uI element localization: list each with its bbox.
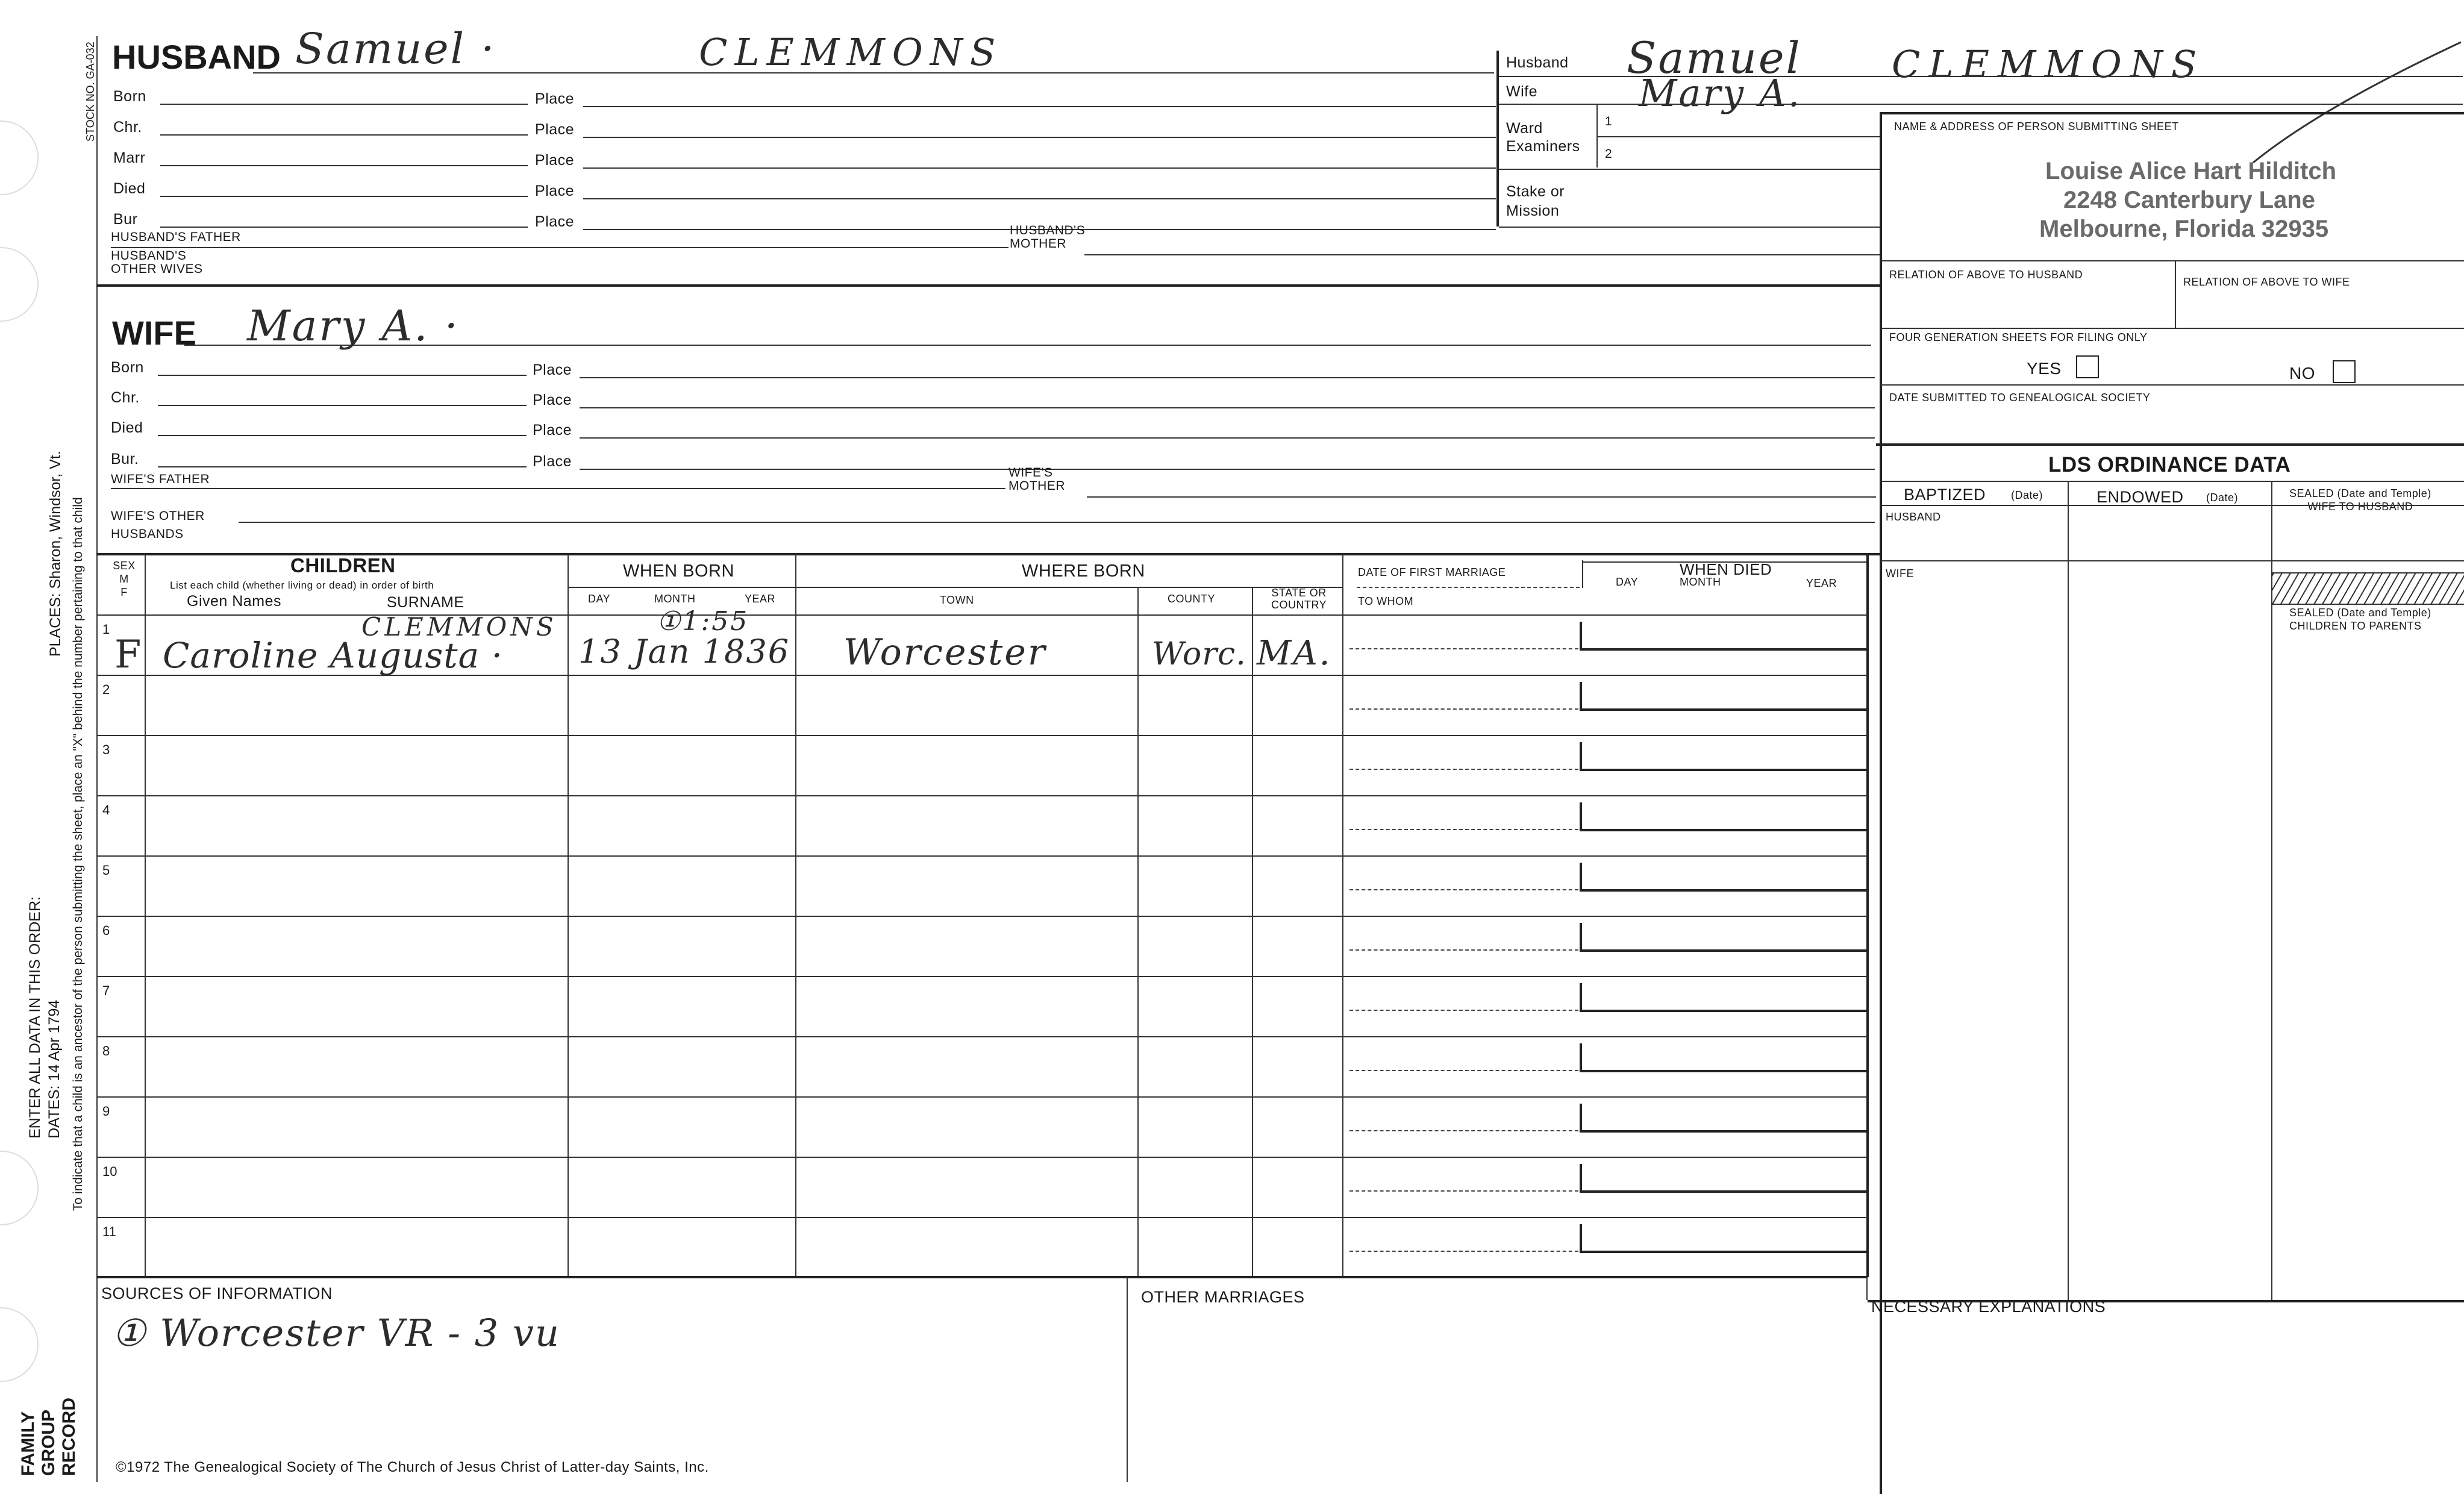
field-line xyxy=(580,469,1875,470)
place-label: Place xyxy=(535,90,575,107)
examiners-line: Examiners xyxy=(1506,138,1580,155)
wife-born-label: Born xyxy=(111,359,144,376)
place-label: Place xyxy=(533,392,572,408)
field-line xyxy=(1084,254,1880,255)
child-row-line xyxy=(96,976,1868,977)
marriage-date-dash xyxy=(1349,889,1578,890)
death-date-field[interactable] xyxy=(1580,802,1869,831)
dates-note: DATES: 14 Apr 1794 xyxy=(46,999,63,1139)
child-row-line xyxy=(96,916,1868,917)
wife-other-husbands-label xyxy=(111,507,205,543)
stake-mission-label xyxy=(1506,182,1565,220)
field-line xyxy=(580,377,1875,378)
enter-all-data: ENTER ALL DATA IN THIS ORDER: xyxy=(27,896,43,1139)
state-line-1: STATE OR xyxy=(1271,587,1327,599)
day-header: DAY xyxy=(588,593,611,605)
other-husbands-line-1: WIFE'S OTHER xyxy=(111,509,205,523)
marriage-date-dash xyxy=(1349,1010,1578,1011)
child-row-number: 1 xyxy=(102,622,110,637)
husband-mother-line-1: HUSBAND'S xyxy=(1010,223,1086,237)
yes-label: YES xyxy=(2027,359,2062,378)
husband-bur-label: Bur xyxy=(113,211,138,228)
field-line xyxy=(239,522,1875,523)
field-line xyxy=(158,405,527,406)
family-group-record-title xyxy=(18,1398,80,1476)
when-born-header: WHEN BORN xyxy=(623,561,734,581)
child-row-number: 7 xyxy=(102,983,110,998)
husband-other-wives-label xyxy=(111,249,203,276)
punch-hole xyxy=(0,1307,39,1382)
title-line-3: RECORD xyxy=(59,1397,79,1476)
header-wife-value: Mary A. xyxy=(1639,71,1802,115)
death-date-field[interactable] xyxy=(1580,1043,1869,1072)
m-line: M xyxy=(119,573,129,585)
place-label: Place xyxy=(533,422,572,439)
lds-wife-label: WIFE xyxy=(1886,567,1914,580)
header-divider xyxy=(796,587,1342,588)
wife-given-name: Mary A. · xyxy=(247,301,460,351)
sealed-wife-line-2: WIFE TO HUSBAND xyxy=(2307,501,2413,513)
place-label: Place xyxy=(535,121,575,138)
field-line xyxy=(111,247,1008,248)
slash-mark xyxy=(2247,36,2464,169)
field-line xyxy=(1881,384,2464,386)
child-row-line xyxy=(96,1217,1868,1218)
header-husband-surname: CLEMMONS xyxy=(1892,42,2206,86)
wife-mother-line-2: MOTHER xyxy=(1008,479,1065,493)
wife-mother-label xyxy=(1008,466,1065,493)
examiner-1: 1 xyxy=(1605,114,1613,128)
marriage-dash xyxy=(1357,587,1580,588)
child-row-line xyxy=(96,795,1868,796)
stock-number: STOCK NO. GA-032 xyxy=(84,42,96,142)
death-date-field[interactable] xyxy=(1580,923,1869,952)
marriage-date-dash xyxy=(1349,949,1578,951)
wife-mother-line-1: WIFE'S xyxy=(1008,466,1053,480)
died-day-header: DAY xyxy=(1616,576,1639,588)
punch-hole xyxy=(0,1151,39,1225)
field-line xyxy=(1087,496,1876,498)
lds-date-b: (Date) xyxy=(2206,492,2239,504)
child-1-surname: CLEMMONS xyxy=(361,612,557,642)
husband-surname: CLEMMONS xyxy=(699,30,1003,74)
date-submitted-label: DATE SUBMITTED TO GENEALOGICAL SOCIETY xyxy=(1889,392,2151,404)
child-row-number: 2 xyxy=(102,682,110,697)
lds-baptized: BAPTIZED xyxy=(1904,486,1986,504)
yes-checkbox[interactable] xyxy=(2076,355,2099,378)
field-line xyxy=(583,106,1496,107)
copyright: ©1972 The Genealogical Society of The Church of Jesus Christ of Latter-day Saints, Inc. xyxy=(116,1459,709,1475)
left-border xyxy=(96,36,98,1482)
indicate-note: To indicate that a child is an ancestor of the person submitting the sheet, place an "X" behind the number pertaining to that child xyxy=(71,497,85,1211)
sealed-children-line-1: SEALED (Date and Temple) xyxy=(2289,607,2431,619)
sources-value: ① Worcester VR - 3 vu xyxy=(112,1311,560,1355)
died-year-header: YEAR xyxy=(1806,577,1837,589)
col-county xyxy=(1252,588,1253,1277)
f-line: F xyxy=(120,586,128,598)
header-wife-label: Wife xyxy=(1506,83,1537,100)
lds-date-a: (Date) xyxy=(2011,489,2043,501)
marriage-date-dash xyxy=(1349,708,1578,710)
child-1-town: Worcester xyxy=(843,631,1047,674)
submitter-name: Louise Alice Hart Hilditch xyxy=(2045,158,2337,184)
husband-chr-label: Chr. xyxy=(113,119,142,136)
place-label: Place xyxy=(535,213,575,230)
child-row-line xyxy=(96,1096,1868,1098)
submitter-top xyxy=(1881,112,2464,114)
wife-father-label: WIFE'S FATHER xyxy=(111,472,210,486)
died-month-header: MONTH xyxy=(1680,576,1721,588)
no-label: NO xyxy=(2289,364,2315,383)
lds-col-divider xyxy=(2068,481,2069,1300)
marriage-date-dash xyxy=(1349,829,1578,830)
field-line xyxy=(160,165,528,166)
marriage-date-dash xyxy=(1349,1190,1578,1192)
town-header: TOWN xyxy=(940,594,974,606)
relation-husband-label: RELATION OF ABOVE TO HUSBAND xyxy=(1889,269,2083,281)
submitter-label: NAME & ADDRESS OF PERSON SUBMITTING SHEET xyxy=(1894,120,2179,133)
child-row-line xyxy=(96,1036,1868,1037)
header-husband-value: Samuel xyxy=(1627,33,1802,83)
marriage-date-dash xyxy=(1349,1070,1578,1071)
field-line xyxy=(1881,481,2464,482)
footer-divider xyxy=(1127,1277,1128,1482)
place-label: Place xyxy=(533,453,572,470)
child-row-number: 9 xyxy=(102,1104,110,1119)
submitter-street: 2248 Canterbury Lane xyxy=(2063,187,2315,213)
field-line xyxy=(1881,505,2464,506)
hatched-area xyxy=(2271,572,2464,605)
husband-father-label: HUSBAND'S FATHER xyxy=(111,230,241,244)
wife-bur-label: Bur. xyxy=(111,451,139,467)
field-line xyxy=(160,104,528,105)
child-row-number: 5 xyxy=(102,863,110,878)
husband-died-label: Died xyxy=(113,180,146,197)
child-row-number: 10 xyxy=(102,1164,117,1179)
county-header: COUNTY xyxy=(1168,593,1215,605)
when-died-header: WHEN DIED xyxy=(1680,560,1772,578)
wife-heading: WIFE xyxy=(112,314,196,352)
other-wives-line-1: HUSBAND'S xyxy=(111,249,187,263)
explanations-label: NECESSARY EXPLANATIONS xyxy=(1871,1298,2106,1316)
section-divider xyxy=(96,284,1880,287)
child-row-line xyxy=(96,735,1868,736)
surname-header: SURNAME xyxy=(387,594,464,611)
given-names-header: Given Names xyxy=(187,593,281,610)
field-line xyxy=(158,435,527,436)
ward-line: Ward xyxy=(1506,120,1543,137)
field-line xyxy=(111,488,1005,489)
field-line xyxy=(160,134,528,136)
right-column-border xyxy=(1880,112,1882,1494)
sources-label: SOURCES OF INFORMATION xyxy=(101,1284,333,1302)
child-row-line xyxy=(96,1157,1868,1158)
marriage-date-dash xyxy=(1349,769,1578,770)
submitter-city: Melbourne, Florida 32935 xyxy=(2039,216,2329,242)
death-date-field[interactable] xyxy=(1580,1224,1869,1253)
four-gen-label: FOUR GENERATION SHEETS FOR FILING ONLY xyxy=(1889,331,2148,343)
place-label: Place xyxy=(535,152,575,169)
sealed-wife-line-1: SEALED (Date and Temple) xyxy=(2289,487,2431,499)
lds-endowed: ENDOWED xyxy=(2097,488,2184,506)
field-line xyxy=(1499,169,1881,170)
husband-given-name: Samuel · xyxy=(295,24,496,73)
sex-header xyxy=(106,559,142,599)
marriage-date-dash xyxy=(1349,1251,1578,1252)
title-line-2: GROUP xyxy=(39,1409,58,1476)
field-line xyxy=(583,167,1496,169)
child-row-number: 4 xyxy=(102,802,110,817)
child-1-state: MA. xyxy=(1257,634,1332,673)
year-header: YEAR xyxy=(745,593,776,605)
child-row-number: 6 xyxy=(102,923,110,938)
place-label: Place xyxy=(533,361,572,378)
field-line xyxy=(580,407,1875,408)
field-line xyxy=(160,196,528,197)
field-line xyxy=(580,437,1875,439)
wife-chr-label: Chr. xyxy=(111,389,140,406)
sealed-children-line-2: CHILDREN TO PARENTS xyxy=(2289,620,2422,632)
death-date-field[interactable] xyxy=(1580,622,1869,651)
husband-heading: HUSBAND xyxy=(112,38,281,76)
death-date-field[interactable] xyxy=(1580,742,1869,771)
no-checkbox[interactable] xyxy=(2333,360,2356,383)
other-husbands-line-2: HUSBANDS xyxy=(111,527,184,541)
marriage-date-dash xyxy=(1349,648,1578,649)
husband-marr-label: Marr xyxy=(113,149,146,166)
death-date-field[interactable] xyxy=(1580,1104,1869,1133)
field-line xyxy=(158,375,527,376)
died-divider xyxy=(1582,561,1866,563)
child-1-born: 13 Jan 1836 xyxy=(578,633,790,670)
relation-wife-label: RELATION OF ABOVE TO WIFE xyxy=(2183,276,2350,288)
death-date-field[interactable] xyxy=(1580,682,1869,711)
child-1-county: Worc. xyxy=(1152,636,1246,672)
death-date-field[interactable] xyxy=(1580,1164,1869,1193)
where-born-header: WHERE BORN xyxy=(1022,561,1145,581)
punch-hole xyxy=(0,120,39,195)
relation-divider xyxy=(2175,261,2176,328)
col-town xyxy=(1137,588,1139,1277)
field-line xyxy=(1598,136,1881,137)
other-wives-line-2: OTHER WIVES xyxy=(111,262,203,276)
mission-line: Mission xyxy=(1506,202,1560,219)
child-1-source-ref: ①1:55 xyxy=(657,606,749,637)
place-label: Place xyxy=(535,183,575,199)
husband-mother-label xyxy=(1010,224,1085,251)
child-1-sex: F xyxy=(114,633,143,677)
death-date-field[interactable] xyxy=(1580,983,1869,1012)
husband-born-label: Born xyxy=(113,88,146,105)
footer-top xyxy=(96,1276,1868,1278)
ward-examiners-label xyxy=(1506,119,1580,155)
stake-line: Stake or xyxy=(1506,183,1565,200)
corner-slash xyxy=(2247,36,2464,169)
children-title: CHILDREN xyxy=(290,554,396,577)
children-note: List each child (whether living or dead) in order of birth xyxy=(170,580,434,591)
field-line xyxy=(1881,260,2464,261)
month-header: MONTH xyxy=(654,593,696,605)
marriage-date-dash xyxy=(1349,1130,1578,1131)
header-husband-label: Husband xyxy=(1506,54,1569,71)
field-line xyxy=(1499,227,1881,228)
lds-husband-label: HUSBAND xyxy=(1886,511,1941,523)
husband-mother-line-2: MOTHER xyxy=(1010,237,1066,251)
state-header xyxy=(1271,587,1327,611)
child-row-number: 11 xyxy=(102,1224,116,1239)
lds-sealed-children xyxy=(2289,606,2431,633)
examiner-2: 2 xyxy=(1605,147,1613,161)
child-1-given: Caroline Augusta · xyxy=(163,635,504,676)
field-line xyxy=(1881,560,2464,561)
title-line-1: FAMILY xyxy=(18,1411,38,1476)
header-divider xyxy=(568,587,796,588)
field-line xyxy=(583,137,1496,138)
field-line xyxy=(1881,328,2464,329)
to-whom-header: TO WHOM xyxy=(1358,595,1414,607)
places-note: PLACES: Sharon, Windsor, Vt. xyxy=(47,451,64,657)
col-died xyxy=(1582,560,1583,588)
child-row-line xyxy=(96,855,1868,857)
field-line xyxy=(160,227,528,228)
state-line-2: COUNTRY xyxy=(1271,599,1327,611)
field-line xyxy=(158,466,527,467)
other-marriages-label: OTHER MARRIAGES xyxy=(1141,1288,1305,1306)
explanations-top xyxy=(1868,1300,2464,1302)
wife-died-label: Died xyxy=(111,419,143,436)
death-date-field[interactable] xyxy=(1580,863,1869,892)
sex-line: SEX xyxy=(113,560,136,572)
child-row-number: 8 xyxy=(102,1043,110,1058)
lds-sealed-wife xyxy=(2289,487,2431,513)
lds-title: LDS ORDINANCE DATA xyxy=(2048,453,2291,477)
punch-hole xyxy=(0,247,39,322)
field-line xyxy=(583,198,1496,199)
lds-top xyxy=(1876,443,2464,446)
first-marriage-header: DATE OF FIRST MARRIAGE xyxy=(1358,566,1506,578)
lds-col-divider xyxy=(2271,481,2272,1300)
child-row-number: 3 xyxy=(102,742,110,757)
